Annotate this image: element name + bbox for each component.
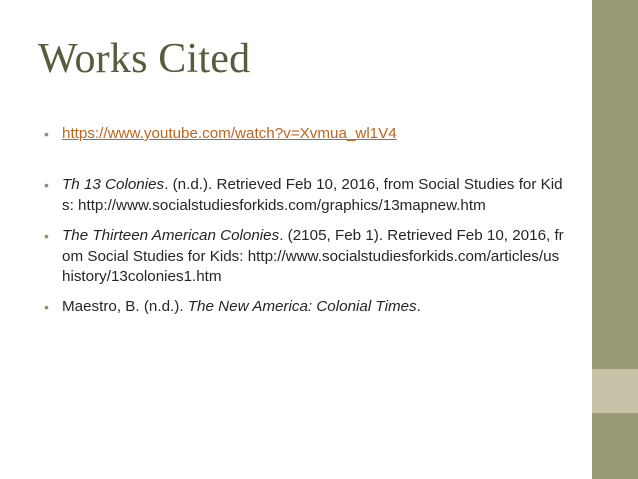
citation-text: . (2105, Feb 1). Retrieved Feb 10, 2016, from Social Studies for Kids: http://www.socialstudiesforkids.com/articles/ushistory/13colonies1.htm	[62, 227, 564, 286]
citation-title: Th 13 Colonies	[62, 176, 165, 194]
bullet: •	[44, 299, 49, 316]
citation-item	[44, 297, 564, 317]
bullet: •	[44, 228, 49, 245]
citation-text: . (n.d.). Retrieved Feb 10, 2016, from Social Studies for Kids: http://www.socialstudiesforkids.com/graphics/13mapnew.htm	[62, 176, 563, 214]
citation-title: The New America: Colonial Times	[187, 298, 417, 316]
bullet: •	[44, 126, 49, 142]
citation-item	[44, 226, 564, 287]
bullet: •	[44, 177, 49, 194]
sidebar-decoration	[592, 0, 638, 479]
citation-item	[44, 124, 564, 144]
youtube-link[interactable]: https://www.youtube.com/watch?v=Xvmua_wl1V4	[62, 125, 397, 142]
sidebar-accent-block	[592, 369, 638, 413]
citation-end: .	[416, 298, 421, 316]
citation-list	[44, 124, 564, 328]
citation-item	[44, 175, 564, 216]
citation-title: The Thirteen American Colonies	[62, 227, 280, 245]
citation-author: Maestro, B. (n.d.).	[62, 298, 188, 316]
slide-title: Works Cited	[38, 36, 251, 82]
